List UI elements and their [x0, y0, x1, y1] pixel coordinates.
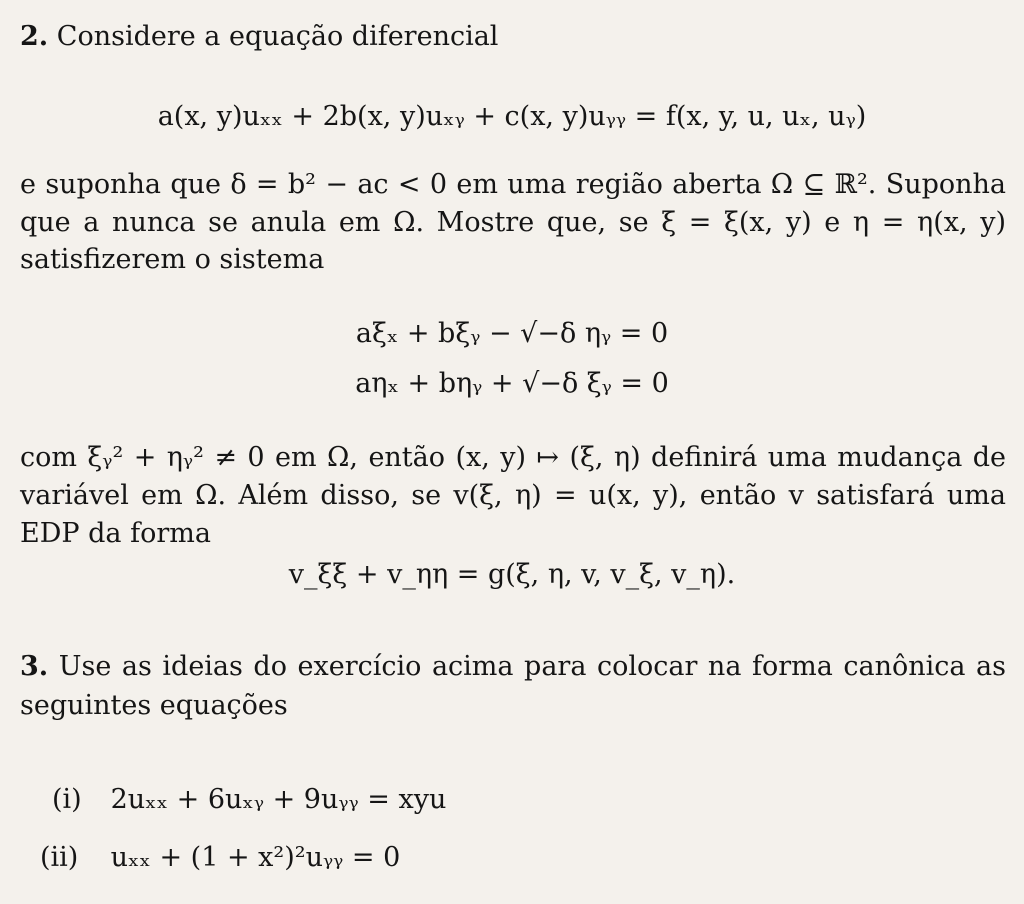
equation-item-label: (ii) — [40, 842, 79, 873]
paragraph-1-line-3: satisfizerem o sistema — [20, 244, 325, 275]
equation-item-i — [52, 783, 446, 817]
paragraph-1-line-2: que a nunca se anula em Ω. Mostre que, se ξ = ξ(x, y) e η = η(x, y) — [20, 207, 1006, 238]
problem-3-number: 3. — [20, 651, 49, 682]
main-pde-equation: a(x, y)uₓₓ + 2b(x, y)uₓᵧ + c(x, y)uᵧᵧ = f(x, y, u, uₓ, uᵧ) — [157, 101, 867, 132]
equation-item-ii — [40, 841, 400, 875]
system-equation-2: aηₓ + bηᵧ + √−δ ξᵧ = 0 — [355, 368, 669, 399]
problem-2-number: 2. — [20, 21, 49, 52]
problem-3-text: Use as ideias do exercício acima para colocar na forma canônica as — [58, 651, 1006, 682]
paragraph-2-line-3: EDP da forma — [20, 518, 211, 549]
paragraph-1-line-1: e suponha que δ = b² − ac < 0 em uma região aberta Ω ⊆ ℝ². Suponha — [20, 169, 1006, 200]
system-equation-1: aξₓ + bξᵧ − √−δ ηᵧ = 0 — [355, 318, 669, 349]
canonical-form-equation: v_ξξ + v_ηη = g(ξ, η, v, v_ξ, v_η). — [288, 559, 736, 590]
equation-item-text: 2uₓₓ + 6uₓᵧ + 9uᵧᵧ = xyu — [110, 784, 447, 815]
paragraph-2-line-1: com ξᵧ² + ηᵧ² ≠ 0 em Ω, então (x, y) ↦ (ξ, η) definirá uma mudança de — [20, 442, 1006, 473]
paragraph-2-line-2: variável em Ω. Além disso, se v(ξ, η) = u(x, y), então v satisfará uma — [20, 480, 1006, 511]
problem-3-line-1 — [20, 650, 1006, 684]
problem-2-heading — [20, 20, 1006, 54]
equation-item-label: (i) — [52, 784, 82, 815]
problem-2-intro: Considere a equação diferencial — [56, 21, 499, 52]
equation-item-text: uₓₓ + (1 + x²)²uᵧᵧ = 0 — [110, 842, 401, 873]
problem-3-line-2: seguintes equações — [20, 690, 288, 721]
